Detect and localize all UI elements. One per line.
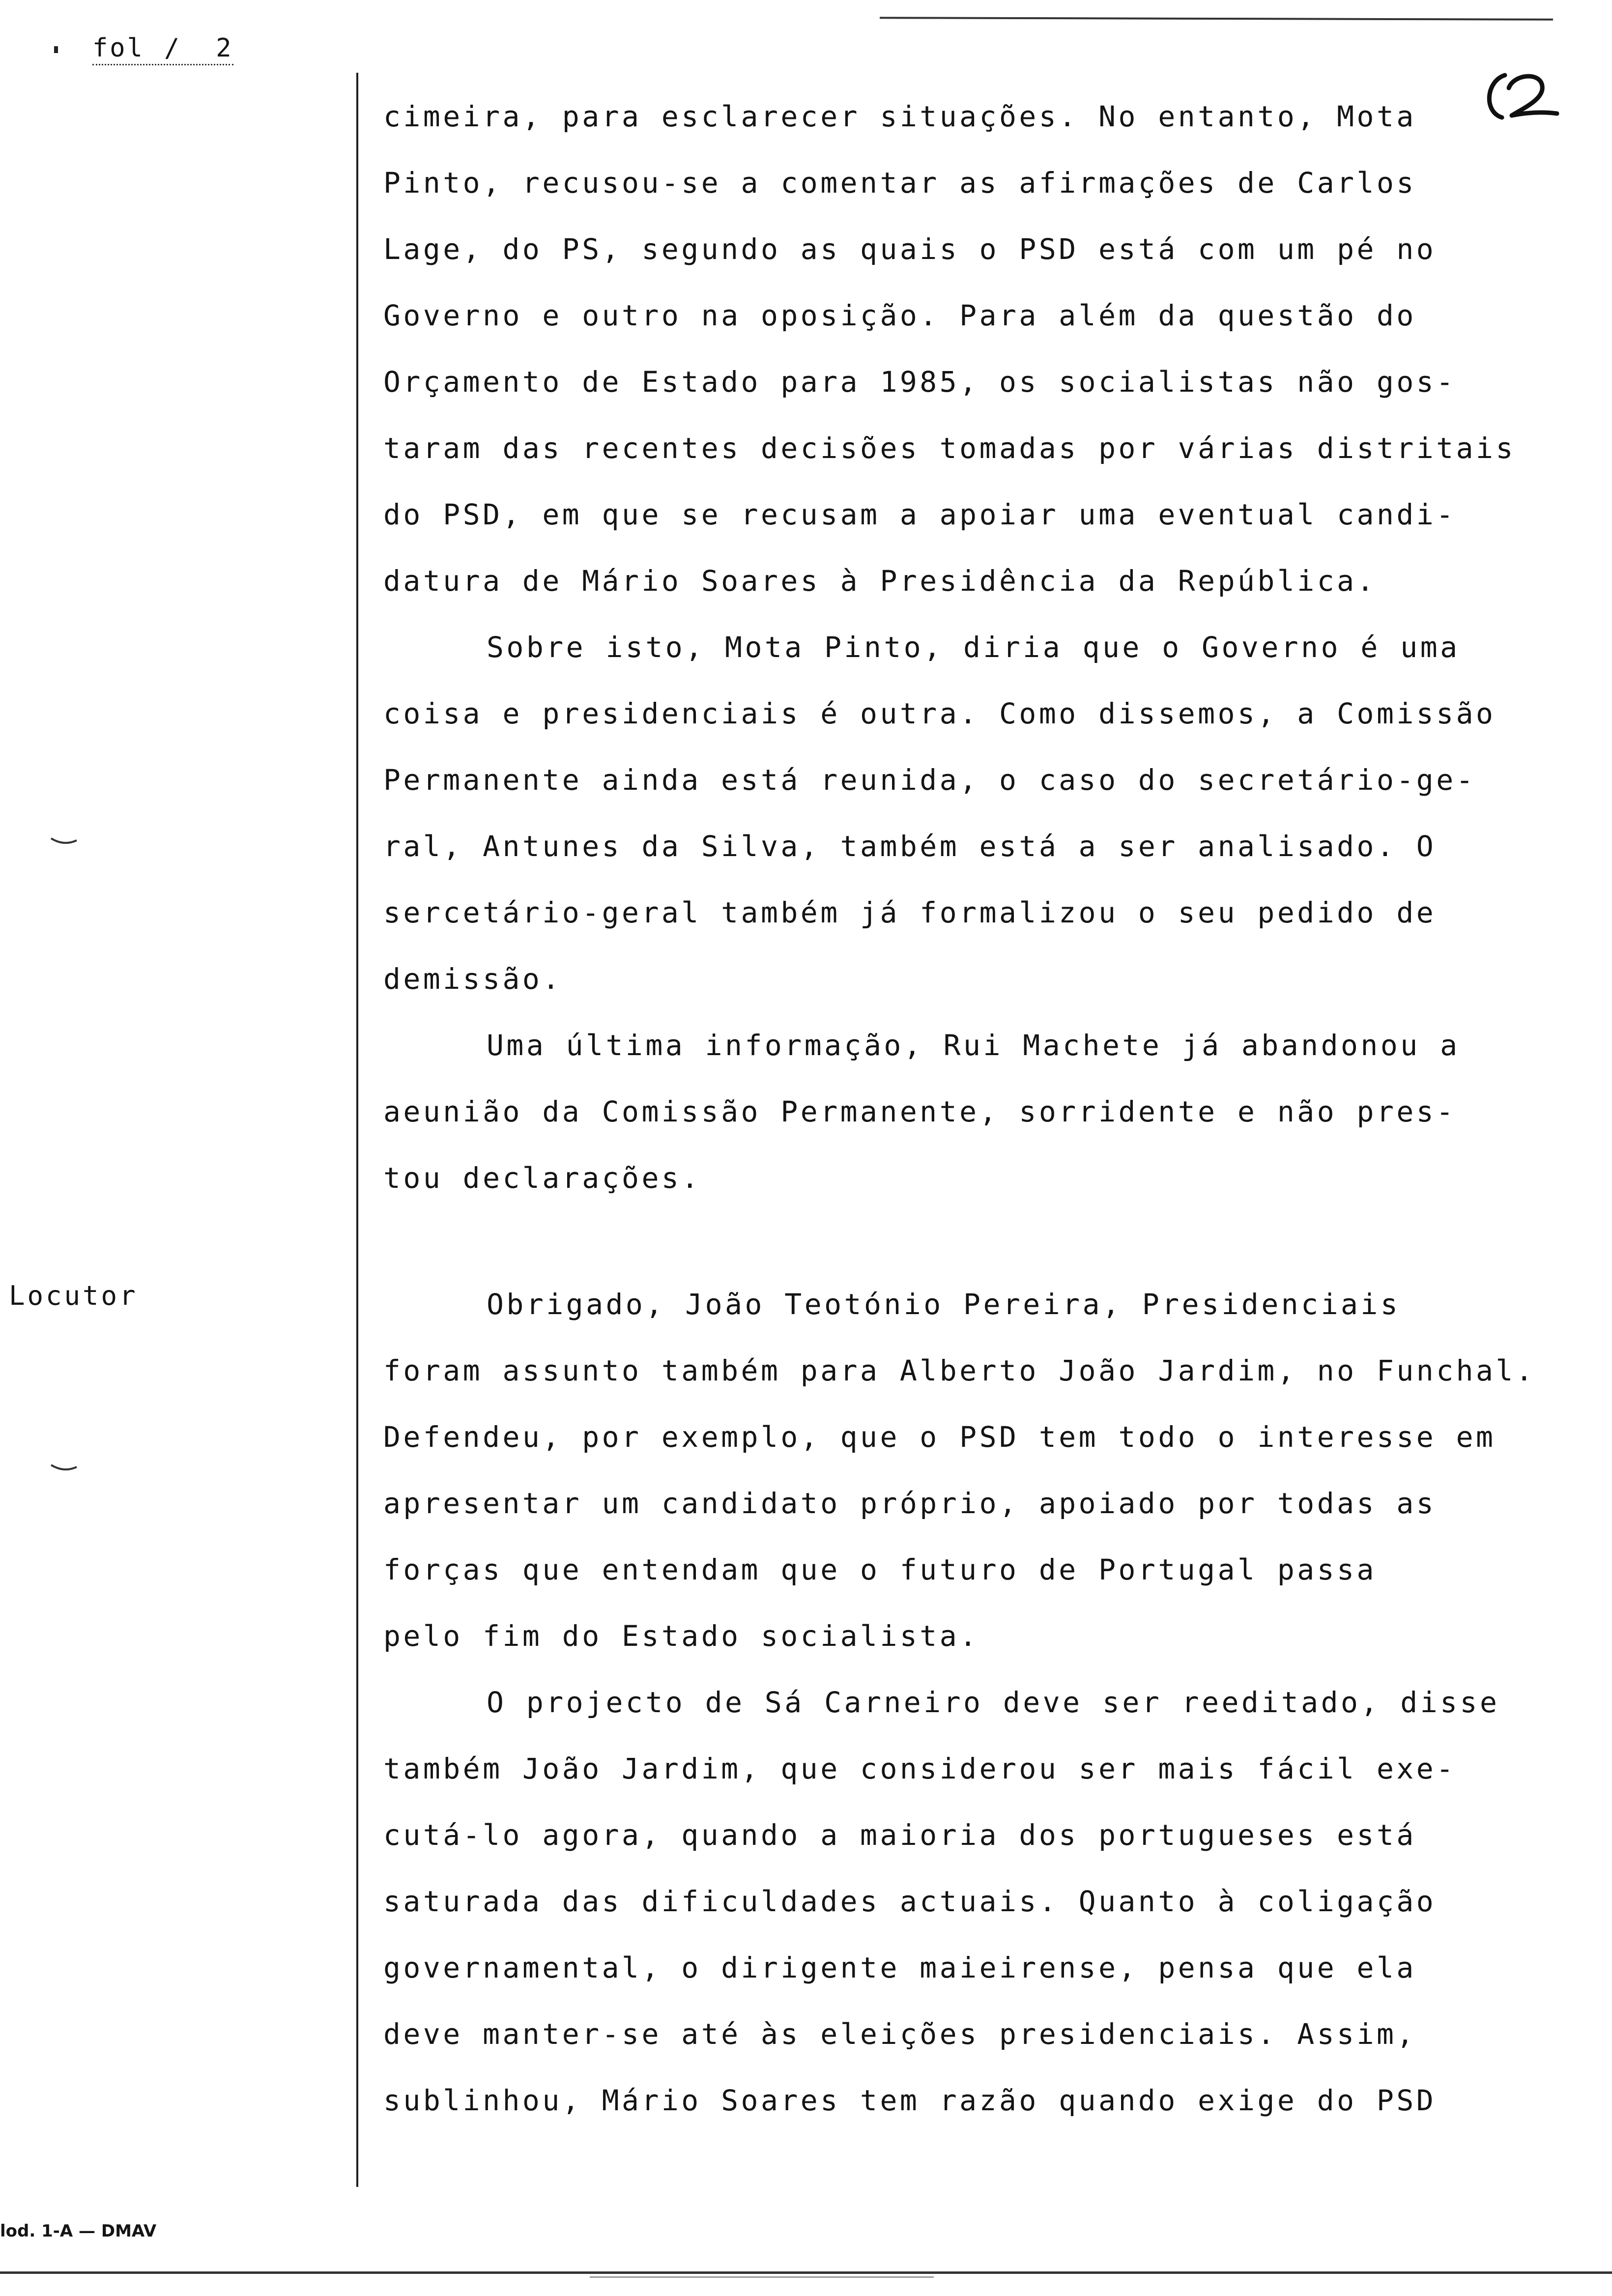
- folio-header: [54, 33, 233, 65]
- paragraph: [383, 1271, 1602, 1669]
- margin-tick: [49, 1462, 79, 1477]
- text-line: cutá-lo agora, quando a maioria dos portugueses está: [383, 1818, 1416, 1852]
- top-rule: [880, 17, 1553, 21]
- paragraph: [383, 1012, 1602, 1211]
- text-line: Permanente ainda está reunida, o caso do secretário-ge-: [383, 763, 1476, 797]
- text-line: também João Jardim, que considerou ser mais fácil exe-: [383, 1752, 1456, 1785]
- paragraph: [383, 614, 1602, 1012]
- text-line: Governo e outro na oposição. Para além da questão do: [383, 299, 1416, 332]
- folio-number: 2: [216, 33, 233, 63]
- text-line: pelo fim do Estado socialista.: [383, 1619, 979, 1653]
- transcript-body: [383, 84, 1602, 2134]
- text-line: Pinto, recusou-se a comentar as afirmações de Carlos: [383, 166, 1416, 200]
- text-line: Orçamento de Estado para 1985, os socialistas não gos-: [383, 365, 1456, 399]
- text-line: coisa e presidenciais é outra. Como dissemos, a Comissão: [383, 697, 1496, 730]
- text-line: apresentar um candidato próprio, apoiado por todas as: [383, 1487, 1437, 1520]
- folio-field: [92, 33, 233, 65]
- paragraph: [383, 1669, 1602, 2134]
- form-code: lod. 1-A — DMAV: [0, 2221, 157, 2241]
- text-line: taram das recentes decisões tomadas por várias distritais: [383, 431, 1516, 465]
- text-line: deve manter-se até às eleições presidenciais. Assim,: [383, 2017, 1416, 2051]
- text-line: datura de Mário Soares à Presidência da República.: [383, 564, 1377, 598]
- folio-separator: /: [164, 33, 182, 63]
- text-line: governamental, o dirigente maieirense, pensa que ela: [383, 1951, 1416, 1984]
- margin-tick: [49, 835, 79, 850]
- text-line: ral, Antunes da Silva, também está a ser analisado. O: [383, 830, 1437, 863]
- text-line: foram assunto também para Alberto João Jardim, no Funchal.: [383, 1354, 1536, 1387]
- bottom-rule-faint: [590, 2276, 934, 2278]
- text-line: Uma última informação, Rui Machete já abandonou a: [487, 1029, 1460, 1062]
- speaker-label: Locutor: [9, 1280, 138, 1311]
- text-line: forças que entendam que o futuro de Portugal passa: [383, 1553, 1377, 1586]
- text-line: Sobre isto, Mota Pinto, diria que o Governo é uma: [487, 631, 1460, 664]
- margin-rule: [356, 73, 358, 2187]
- paragraph: [383, 84, 1602, 614]
- text-line: do PSD, em que se recusam a apoiar uma eventual candi-: [383, 498, 1456, 531]
- text-line: O projecto de Sá Carneiro deve ser reeditado, disse: [487, 1686, 1500, 1719]
- text-line: tou declarações.: [383, 1161, 701, 1195]
- section-gap: [383, 1211, 1602, 1271]
- text-line: Lage, do PS, segundo as quais o PSD está com um pé no: [383, 232, 1437, 266]
- text-line: Obrigado, João Teotónio Pereira, Presidenciais: [487, 1288, 1401, 1321]
- text-line: demissão.: [383, 962, 562, 996]
- text-line: Defendeu, por exemplo, que o PSD tem todo o interesse em: [383, 1420, 1496, 1454]
- text-line: aeunião da Comissão Permanente, sorridente e não pres-: [383, 1095, 1456, 1128]
- bottom-rule: [0, 2271, 1612, 2274]
- folio-label: fol: [92, 33, 144, 63]
- text-line: sercetário-geral também já formalizou o seu pedido de: [383, 896, 1437, 929]
- text-line: saturada das dificuldades actuais. Quanto à coligação: [383, 1885, 1437, 1918]
- text-line: cimeira, para esclarecer situações. No entanto, Mota: [383, 100, 1416, 133]
- bullet-mark: [54, 46, 58, 53]
- text-line: sublinhou, Mário Soares tem razão quando exige do PSD: [383, 2084, 1437, 2117]
